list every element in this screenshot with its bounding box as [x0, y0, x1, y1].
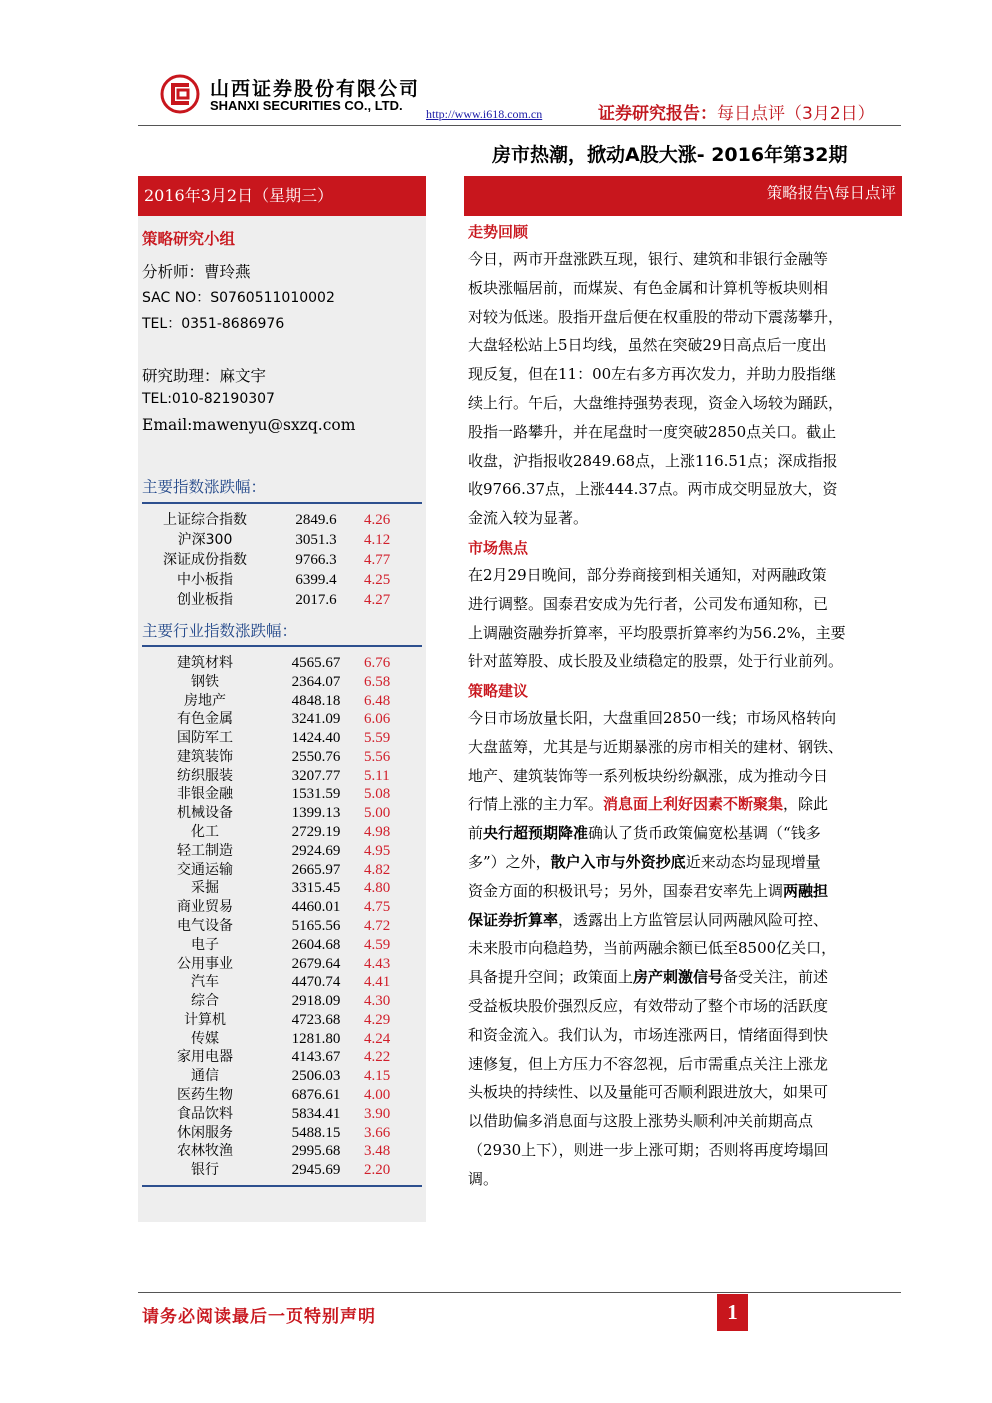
index-name: 综合: [191, 993, 219, 1010]
focus-paragraph: [468, 561, 900, 676]
index-name: 商业贸易: [177, 899, 233, 916]
index-name: 轻工制造: [177, 842, 233, 859]
industry-table: [142, 654, 422, 1180]
table-row: [142, 1105, 422, 1124]
paragraph-line: 现反复，但在11：00左右多方再次发力，并助力股指继: [468, 365, 837, 384]
table-row: [142, 550, 422, 570]
index-change: 4.12: [364, 532, 391, 548]
index-value: 2918.09: [291, 993, 341, 1010]
table-row: [142, 692, 422, 711]
table-row: [142, 1086, 422, 1105]
index-change: 4.27: [364, 592, 391, 608]
paragraph-line: 头板块的持续性、以及量能可否顺利跟进放大，如果可: [468, 1083, 829, 1102]
table-row: [142, 510, 422, 530]
paragraph-line: 受益板块股价强烈反应，有效带动了整个市场的活跃度: [468, 996, 829, 1015]
index-name: 通信: [191, 1068, 219, 1085]
report-subtype: 每日点评（3月2日）: [717, 104, 875, 124]
index-value: 2729.19: [291, 824, 341, 841]
index-change: 5.59: [364, 730, 391, 747]
table-row: [142, 804, 422, 823]
index-name: 有色金属: [177, 711, 233, 728]
index-change: 4.59: [364, 936, 391, 953]
index-name: 电子: [191, 936, 219, 953]
index-value: 4848.18: [291, 692, 341, 709]
index-value: 5834.41: [291, 1105, 341, 1122]
index-value: 6399.4: [295, 572, 337, 588]
index-value: 5488.15: [291, 1124, 341, 1141]
table-row: [142, 1124, 422, 1143]
paragraph-line: 对较为低迷。股指开盘后便在权重股的带动下震荡攀升，: [468, 307, 844, 326]
index-name: 国防军工: [177, 730, 233, 747]
paragraph-line: 速修复，但上方压力不容忽视，后市需重点关注上涨龙: [468, 1054, 829, 1073]
highlight-text: 消息面上利好因素不断聚集: [603, 795, 784, 814]
paragraph-line: 续上行。午后，大盘维持强势表现，资金入场较为踊跃，: [468, 393, 844, 412]
paragraph-line: [468, 906, 900, 935]
index-value: 2924.69: [291, 842, 341, 859]
text-run: ，透露出上方监管层认同两融风险可控、: [558, 910, 829, 929]
index-change: 4.24: [364, 1030, 391, 1047]
paragraph-line: 上调融资融券折算率，平均股票折算率约为56.2%，主要: [468, 623, 846, 642]
index-name: 纺织服装: [177, 767, 233, 784]
index-name: 农林牧渔: [177, 1143, 233, 1160]
index-change: 6.76: [364, 655, 391, 671]
index-change: 4.30: [364, 993, 391, 1010]
index-value: 2017.6: [295, 592, 337, 608]
index-name: 采掘: [191, 880, 219, 897]
paragraph-line: [468, 790, 900, 819]
industry-heading: 主要行业指数涨跌幅：: [142, 622, 298, 640]
report-date: 2016年3月2日（星期三）: [138, 176, 426, 216]
report-type: [598, 99, 875, 124]
table-row: [142, 955, 422, 974]
index-value: 1281.80: [291, 1030, 341, 1047]
industry-table-bottom-rule: [142, 1185, 422, 1187]
index-change: 4.26: [364, 512, 391, 528]
analyst-name: 分析师：曹玲燕: [142, 263, 251, 281]
table-row: [142, 842, 422, 861]
index-value: 2506.03: [291, 1068, 341, 1085]
index-change: 4.29: [364, 1011, 391, 1028]
company-logo-icon: [160, 74, 200, 114]
index-change: 4.72: [364, 917, 391, 934]
assistant-tel: TEL:010-82190307: [142, 391, 275, 407]
text-run: 前: [468, 824, 484, 843]
index-name: 公用事业: [177, 955, 233, 972]
table-row: [142, 530, 422, 550]
assistant-email: Email:mawenyu@sxzq.com: [142, 416, 356, 434]
bold-text: 保证券折算率: [468, 910, 559, 929]
table-row: [142, 861, 422, 880]
bold-text: 房产刺激信号: [633, 968, 724, 987]
table-row: [142, 767, 422, 786]
index-name: 交通运输: [177, 861, 233, 878]
index-value: 1399.13: [291, 805, 341, 822]
category-label: 策略报告\每日点评: [766, 184, 896, 202]
index-value: 1424.40: [291, 730, 341, 747]
table-row: [142, 748, 422, 767]
index-table: [142, 510, 422, 610]
index-value: 3241.09: [291, 711, 341, 728]
industry-heading-rule: [142, 645, 422, 647]
header-divider: [138, 125, 901, 126]
index-name: 计算机: [184, 1011, 226, 1028]
index-value: 2665.97: [291, 861, 341, 878]
paragraph-line: 进行调整。国泰君安成为先行者，公司发布通知称，已: [468, 594, 829, 613]
bold-text: 散户入市与外资抄底: [550, 852, 686, 871]
table-row: [142, 785, 422, 804]
index-change: 5.00: [364, 805, 391, 822]
text-run: 近来动态均显现增量: [685, 852, 821, 871]
paragraph-line: （2930上下），则进一步上涨可期；否则将再度垮塌回: [468, 1140, 829, 1159]
paragraph-line: 收盘，沪指报收2849.68点，上涨116.51点；深成指报: [468, 451, 838, 470]
index-name: 钢铁: [191, 673, 219, 690]
text-run: 备受关注，前述: [723, 968, 829, 987]
index-value: 2550.76: [291, 748, 341, 765]
index-change: 6.58: [364, 673, 391, 690]
index-name: 家用电器: [177, 1049, 233, 1066]
index-change: 6.48: [364, 692, 391, 709]
bold-text: 两融担: [783, 881, 829, 900]
index-value: 2364.07: [291, 673, 341, 690]
index-name: 非银金融: [177, 786, 233, 803]
index-change: 3.90: [364, 1105, 391, 1122]
index-name: 房地产: [184, 692, 226, 709]
paragraph-line: 和资金流入。我们认为，市场连涨两日，情绪面得到快: [468, 1025, 829, 1044]
index-name: 食品饮料: [177, 1105, 233, 1122]
index-value: 2679.64: [291, 955, 341, 972]
index-change: 4.98: [364, 824, 391, 841]
paragraph-line: 板块涨幅居前，而煤炭、有色金属和计算机等板块则相: [468, 278, 829, 297]
strategy-paragraph: [468, 704, 900, 1194]
index-change: 4.43: [364, 955, 391, 972]
index-change: 4.41: [364, 974, 391, 991]
index-heading: 主要指数涨跌幅：: [142, 478, 267, 496]
index-value: 2849.6: [295, 512, 337, 528]
paragraph-line: 今日市场放量长阳，大盘重回2850一线；市场风格转向: [468, 709, 837, 727]
index-change: 4.25: [364, 572, 391, 588]
index-name: 医药生物: [177, 1086, 233, 1103]
text-run: ，除此: [783, 795, 829, 814]
document-title: 房市热潮，掀动A股大涨- 2016年第32期: [492, 144, 848, 166]
paragraph-line: 金流入较为显著。: [468, 509, 589, 528]
analyst-tel: TEL：0351-8686976: [142, 316, 285, 332]
sac-number: SAC NO：S0760511010002: [142, 290, 335, 306]
paragraph-line: 今日，两市开盘涨跌互现，银行、建筑和非银行金融等: [468, 250, 829, 268]
index-change: 4.77: [364, 552, 391, 568]
index-value: 2604.68: [291, 936, 341, 953]
index-change: 4.75: [364, 899, 391, 916]
index-value: 3207.77: [291, 767, 341, 784]
index-change: 4.22: [364, 1049, 391, 1066]
table-row: [142, 710, 422, 729]
index-name: 沪深300: [177, 532, 233, 548]
page-number: 1: [717, 1294, 748, 1331]
index-change: 2.20: [364, 1162, 391, 1179]
table-row: [142, 590, 422, 610]
table-row: [142, 992, 422, 1011]
table-row: [142, 1067, 422, 1086]
index-value: 6876.61: [291, 1086, 341, 1103]
index-name: 休闲服务: [177, 1124, 233, 1141]
paragraph-line: [468, 963, 900, 992]
index-name: 汽车: [191, 974, 219, 991]
index-change: 4.15: [364, 1068, 391, 1085]
footer-divider: [138, 1292, 901, 1293]
index-heading-rule: [142, 502, 422, 504]
text-run: 行情上涨的主力军。: [468, 795, 604, 814]
table-row: [142, 654, 422, 673]
index-value: 3051.3: [295, 532, 337, 548]
text-run: 确认了货币政策偏宽松基调（“钱多: [588, 824, 821, 843]
index-name: 深证成份指数: [163, 552, 247, 568]
index-value: 5165.56: [291, 917, 341, 934]
text-run: 多”）之外，: [468, 852, 551, 871]
index-change: 5.56: [364, 748, 391, 765]
index-value: 9766.3: [295, 552, 337, 568]
paragraph-line: 在2月29日晚间，部分券商接到相关通知，对两融政策: [468, 566, 827, 584]
table-row: [142, 823, 422, 842]
index-name: 上证综合指数: [163, 512, 247, 528]
paragraph-line: 针对蓝筹股、成长股及业绩稳定的股票，处于行业前列。: [468, 652, 844, 671]
company-name-cn: 山西证券股份有限公司: [210, 78, 421, 100]
paragraph-line: [468, 877, 900, 906]
table-row: [142, 973, 422, 992]
report-type-label: 证券研究报告：: [598, 104, 717, 124]
category-bar: [464, 176, 902, 216]
bold-text: 央行超预期降准: [483, 824, 589, 843]
index-name: 银行: [191, 1162, 219, 1179]
index-value: 3315.45: [291, 880, 341, 897]
table-row: [142, 729, 422, 748]
index-change: 5.11: [364, 767, 390, 784]
table-row: [142, 936, 422, 955]
index-value: 4470.74: [291, 974, 341, 991]
index-change: 5.08: [364, 786, 391, 803]
section-heading-review: 走势回顾: [468, 223, 529, 241]
table-row: [142, 570, 422, 590]
website-link[interactable]: http://www.i618.com.cn: [426, 107, 543, 121]
index-value: 2995.68: [291, 1143, 341, 1160]
text-run: 具备提升空间；政策面上: [468, 968, 634, 987]
index-value: 1531.59: [291, 786, 341, 803]
paragraph-line: 地产、建筑装饰等一系列板块纷纷飙涨，成为推动今日: [468, 766, 829, 785]
index-name: 创业板指: [177, 592, 233, 608]
index-change: 4.00: [364, 1086, 391, 1103]
paragraph-line: 未来股市向稳趋势，当前两融余额已低至8500亿关口，: [468, 939, 837, 958]
paragraph-line: 大盘蓝筹，尤其是与近期暴涨的房市相关的建材、钢铁、: [468, 737, 844, 756]
table-row: [142, 917, 422, 936]
index-value: 4565.67: [291, 655, 341, 671]
index-name: 传媒: [191, 1030, 219, 1047]
disclaimer-note: 请务必阅读最后一页特别声明: [142, 1307, 376, 1327]
table-row: [142, 1030, 422, 1049]
index-change: 3.48: [364, 1143, 391, 1160]
text-run: 资金方面的积极讯号；另外，国泰君安率先上调: [468, 881, 784, 900]
index-value: 4143.67: [291, 1049, 341, 1066]
index-name: 电气设备: [177, 917, 233, 934]
table-row: [142, 1142, 422, 1161]
paragraph-line: 大盘轻松站上5日均线，虽然在突破29日高点后一度出: [468, 336, 827, 355]
company-name-en: SHANXI SECURITIES CO., LTD.: [210, 98, 403, 113]
table-row: [142, 879, 422, 898]
table-row: [142, 1048, 422, 1067]
review-paragraph: [468, 245, 900, 533]
table-row: [142, 1011, 422, 1030]
index-name: 建筑材料: [177, 655, 233, 671]
index-change: 4.82: [364, 861, 391, 878]
team-name: 策略研究小组: [142, 230, 236, 248]
paragraph-line: 以借助偏多消息面与这股上涨势头顺利冲关前期高点: [468, 1112, 814, 1131]
index-value: 4460.01: [291, 899, 341, 916]
table-row: [142, 673, 422, 692]
index-value: 2945.69: [291, 1162, 341, 1179]
index-change: 4.80: [364, 880, 391, 897]
index-change: 3.66: [364, 1124, 391, 1141]
paragraph-line: [468, 848, 900, 877]
index-name: 中小板指: [177, 572, 233, 588]
assistant-name: 研究助理：麻文宇: [142, 367, 267, 385]
paragraph-line: [468, 819, 900, 848]
index-value: 4723.68: [291, 1011, 341, 1028]
index-change: 6.06: [364, 711, 391, 728]
section-heading-focus: 市场焦点: [468, 539, 529, 557]
index-name: 建筑装饰: [177, 748, 233, 765]
table-row: [142, 898, 422, 917]
section-heading-strategy: 策略建议: [468, 682, 529, 700]
paragraph-line: 调。: [468, 1169, 499, 1188]
paragraph-line: 股指一路攀升，并在尾盘时一度突破2850点关口。截止: [468, 422, 837, 441]
index-change: 4.95: [364, 842, 391, 859]
index-name: 机械设备: [177, 805, 233, 822]
table-row: [142, 1161, 422, 1180]
index-name: 化工: [191, 824, 219, 841]
paragraph-line: 收9766.37点，上涨444.37点。两市成交明显放大，资: [468, 480, 838, 499]
